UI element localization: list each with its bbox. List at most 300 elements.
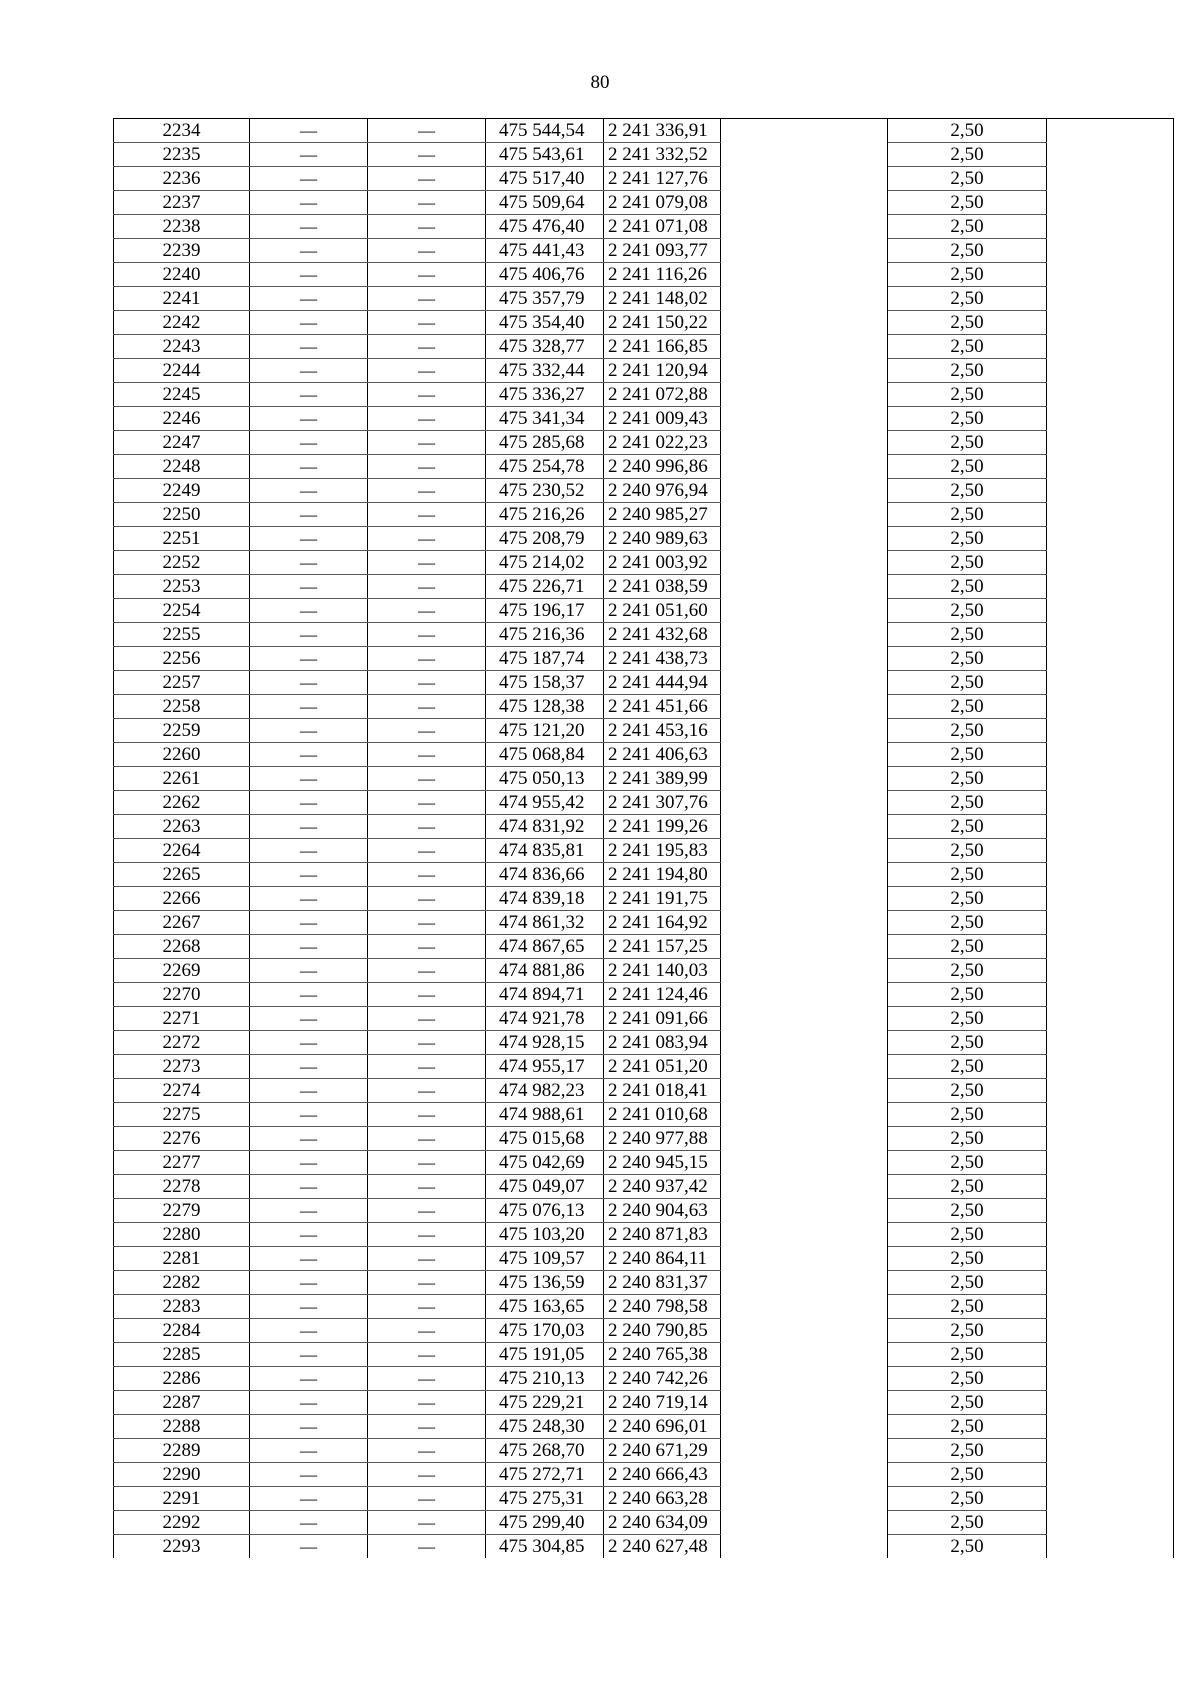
empty-cell xyxy=(721,311,888,335)
x-coordinate-cell: 475 049,07 xyxy=(486,1175,604,1199)
point-number-cell: 2281 xyxy=(114,1247,250,1271)
dash-cell: — xyxy=(250,551,368,575)
x-coordinate-cell: 474 835,81 xyxy=(486,839,604,863)
dash-cell: — xyxy=(250,1391,368,1415)
point-number-cell: 2269 xyxy=(114,959,250,983)
dash-cell: — xyxy=(368,719,486,743)
point-number-cell: 2252 xyxy=(114,551,250,575)
dash-cell: — xyxy=(250,143,368,167)
dash-cell: — xyxy=(368,1175,486,1199)
empty-cell xyxy=(721,1343,888,1367)
empty-cell xyxy=(1047,1127,1174,1151)
table-row xyxy=(114,143,1174,167)
x-coordinate-cell: 475 229,21 xyxy=(486,1391,604,1415)
y-coordinate-cell: 2 240 904,63 xyxy=(604,1199,721,1223)
dash-cell: — xyxy=(368,1271,486,1295)
value-cell: 2,50 xyxy=(888,239,1047,263)
y-coordinate-cell: 2 240 937,42 xyxy=(604,1175,721,1199)
empty-cell xyxy=(721,1439,888,1463)
empty-cell xyxy=(721,1031,888,1055)
point-number-cell: 2261 xyxy=(114,767,250,791)
y-coordinate-cell: 2 241 124,46 xyxy=(604,983,721,1007)
y-coordinate-cell: 2 241 079,08 xyxy=(604,191,721,215)
table-row xyxy=(114,983,1174,1007)
y-coordinate-cell: 2 241 051,60 xyxy=(604,599,721,623)
empty-cell xyxy=(721,911,888,935)
value-cell: 2,50 xyxy=(888,1535,1047,1559)
y-coordinate-cell: 2 241 166,85 xyxy=(604,335,721,359)
dash-cell: — xyxy=(368,1487,486,1511)
point-number-cell: 2259 xyxy=(114,719,250,743)
x-coordinate-cell: 474 955,17 xyxy=(486,1055,604,1079)
table-row xyxy=(114,119,1174,143)
empty-cell xyxy=(721,1271,888,1295)
empty-cell xyxy=(1047,1487,1174,1511)
point-number-cell: 2276 xyxy=(114,1127,250,1151)
x-coordinate-cell: 475 158,37 xyxy=(486,671,604,695)
page-number: 80 xyxy=(590,72,610,93)
dash-cell: — xyxy=(368,1343,486,1367)
x-coordinate-cell: 475 354,40 xyxy=(486,311,604,335)
x-coordinate-cell: 475 336,27 xyxy=(486,383,604,407)
empty-cell xyxy=(1047,191,1174,215)
dash-cell: — xyxy=(368,359,486,383)
x-coordinate-cell: 475 050,13 xyxy=(486,767,604,791)
point-number-cell: 2277 xyxy=(114,1151,250,1175)
point-number-cell: 2246 xyxy=(114,407,250,431)
y-coordinate-cell: 2 241 120,94 xyxy=(604,359,721,383)
y-coordinate-cell: 2 241 432,68 xyxy=(604,623,721,647)
x-coordinate-cell: 475 543,61 xyxy=(486,143,604,167)
empty-cell xyxy=(721,1127,888,1151)
table-row xyxy=(114,215,1174,239)
dash-cell: — xyxy=(368,1367,486,1391)
dash-cell: — xyxy=(368,1127,486,1151)
value-cell: 2,50 xyxy=(888,503,1047,527)
y-coordinate-cell: 2 240 696,01 xyxy=(604,1415,721,1439)
dash-cell: — xyxy=(250,503,368,527)
x-coordinate-cell: 474 894,71 xyxy=(486,983,604,1007)
point-number-cell: 2262 xyxy=(114,791,250,815)
empty-cell xyxy=(721,1007,888,1031)
value-cell: 2,50 xyxy=(888,839,1047,863)
empty-cell xyxy=(721,1463,888,1487)
table-row xyxy=(114,1127,1174,1151)
value-cell: 2,50 xyxy=(888,311,1047,335)
point-number-cell: 2239 xyxy=(114,239,250,263)
table-row xyxy=(114,647,1174,671)
dash-cell: — xyxy=(368,599,486,623)
dash-cell: — xyxy=(368,191,486,215)
empty-cell xyxy=(721,1535,888,1559)
table-row xyxy=(114,1367,1174,1391)
dash-cell: — xyxy=(250,791,368,815)
table-row xyxy=(114,1391,1174,1415)
value-cell: 2,50 xyxy=(888,1487,1047,1511)
value-cell: 2,50 xyxy=(888,575,1047,599)
table-row xyxy=(114,1439,1174,1463)
value-cell: 2,50 xyxy=(888,479,1047,503)
y-coordinate-cell: 2 241 194,80 xyxy=(604,863,721,887)
table-row xyxy=(114,311,1174,335)
empty-cell xyxy=(721,935,888,959)
dash-cell: — xyxy=(368,1007,486,1031)
dash-cell: — xyxy=(250,1007,368,1031)
dash-cell: — xyxy=(250,767,368,791)
x-coordinate-cell: 475 121,20 xyxy=(486,719,604,743)
empty-cell xyxy=(1047,263,1174,287)
y-coordinate-cell: 2 241 195,83 xyxy=(604,839,721,863)
y-coordinate-cell: 2 241 009,43 xyxy=(604,407,721,431)
x-coordinate-cell: 475 216,26 xyxy=(486,503,604,527)
x-coordinate-cell: 474 861,32 xyxy=(486,911,604,935)
y-coordinate-cell: 2 240 996,86 xyxy=(604,455,721,479)
dash-cell: — xyxy=(368,671,486,695)
value-cell: 2,50 xyxy=(888,1247,1047,1271)
dash-cell: — xyxy=(368,527,486,551)
point-number-cell: 2238 xyxy=(114,215,250,239)
empty-cell xyxy=(721,1319,888,1343)
table-row xyxy=(114,863,1174,887)
empty-cell xyxy=(721,1103,888,1127)
empty-cell xyxy=(1047,143,1174,167)
x-coordinate-cell: 475 304,85 xyxy=(486,1535,604,1559)
empty-cell xyxy=(1047,1343,1174,1367)
point-number-cell: 2285 xyxy=(114,1343,250,1367)
point-number-cell: 2243 xyxy=(114,335,250,359)
empty-cell xyxy=(1047,671,1174,695)
x-coordinate-cell: 475 128,38 xyxy=(486,695,604,719)
dash-cell: — xyxy=(368,1151,486,1175)
y-coordinate-cell: 2 241 093,77 xyxy=(604,239,721,263)
dash-cell: — xyxy=(250,479,368,503)
value-cell: 2,50 xyxy=(888,743,1047,767)
point-number-cell: 2273 xyxy=(114,1055,250,1079)
point-number-cell: 2240 xyxy=(114,263,250,287)
dash-cell: — xyxy=(368,1247,486,1271)
dash-cell: — xyxy=(368,863,486,887)
dash-cell: — xyxy=(250,695,368,719)
dash-cell: — xyxy=(368,311,486,335)
point-number-cell: 2254 xyxy=(114,599,250,623)
table-row xyxy=(114,1199,1174,1223)
value-cell: 2,50 xyxy=(888,191,1047,215)
dash-cell: — xyxy=(250,215,368,239)
point-number-cell: 2235 xyxy=(114,143,250,167)
point-number-cell: 2266 xyxy=(114,887,250,911)
empty-cell xyxy=(1047,431,1174,455)
value-cell: 2,50 xyxy=(888,1055,1047,1079)
point-number-cell: 2288 xyxy=(114,1415,250,1439)
point-number-cell: 2283 xyxy=(114,1295,250,1319)
empty-cell xyxy=(721,143,888,167)
table-row xyxy=(114,1463,1174,1487)
y-coordinate-cell: 2 241 091,66 xyxy=(604,1007,721,1031)
dash-cell: — xyxy=(368,791,486,815)
x-coordinate-cell: 474 928,15 xyxy=(486,1031,604,1055)
value-cell: 2,50 xyxy=(888,263,1047,287)
x-coordinate-cell: 475 272,71 xyxy=(486,1463,604,1487)
empty-cell xyxy=(1047,1367,1174,1391)
point-number-cell: 2292 xyxy=(114,1511,250,1535)
dash-cell: — xyxy=(250,839,368,863)
point-number-cell: 2264 xyxy=(114,839,250,863)
point-number-cell: 2290 xyxy=(114,1463,250,1487)
point-number-cell: 2255 xyxy=(114,623,250,647)
empty-cell xyxy=(721,527,888,551)
value-cell: 2,50 xyxy=(888,911,1047,935)
table-row xyxy=(114,263,1174,287)
dash-cell: — xyxy=(368,1031,486,1055)
dash-cell: — xyxy=(368,1199,486,1223)
dash-cell: — xyxy=(368,623,486,647)
x-coordinate-cell: 475 191,05 xyxy=(486,1343,604,1367)
x-coordinate-cell: 474 982,23 xyxy=(486,1079,604,1103)
y-coordinate-cell: 2 240 634,09 xyxy=(604,1511,721,1535)
value-cell: 2,50 xyxy=(888,695,1047,719)
y-coordinate-cell: 2 241 148,02 xyxy=(604,287,721,311)
dash-cell: — xyxy=(250,359,368,383)
x-coordinate-cell: 475 441,43 xyxy=(486,239,604,263)
empty-cell xyxy=(721,455,888,479)
y-coordinate-cell: 2 241 150,22 xyxy=(604,311,721,335)
dash-cell: — xyxy=(368,431,486,455)
dash-cell: — xyxy=(250,1079,368,1103)
dash-cell: — xyxy=(250,1199,368,1223)
empty-cell xyxy=(721,167,888,191)
point-number-cell: 2242 xyxy=(114,311,250,335)
dash-cell: — xyxy=(250,671,368,695)
dash-cell: — xyxy=(368,1391,486,1415)
empty-cell xyxy=(1047,623,1174,647)
dash-cell: — xyxy=(368,959,486,983)
y-coordinate-cell: 2 241 444,94 xyxy=(604,671,721,695)
empty-cell xyxy=(721,335,888,359)
point-number-cell: 2278 xyxy=(114,1175,250,1199)
empty-cell xyxy=(721,983,888,1007)
value-cell: 2,50 xyxy=(888,887,1047,911)
point-number-cell: 2234 xyxy=(114,119,250,143)
value-cell: 2,50 xyxy=(888,1007,1047,1031)
dash-cell: — xyxy=(250,1367,368,1391)
value-cell: 2,50 xyxy=(888,647,1047,671)
dash-cell: — xyxy=(368,1463,486,1487)
empty-cell xyxy=(1047,383,1174,407)
table-row xyxy=(114,935,1174,959)
point-number-cell: 2279 xyxy=(114,1199,250,1223)
value-cell: 2,50 xyxy=(888,599,1047,623)
point-number-cell: 2247 xyxy=(114,431,250,455)
table-row xyxy=(114,1079,1174,1103)
table-row xyxy=(114,695,1174,719)
table-row xyxy=(114,1151,1174,1175)
y-coordinate-cell: 2 241 051,20 xyxy=(604,1055,721,1079)
dash-cell: — xyxy=(368,1511,486,1535)
dash-cell: — xyxy=(368,743,486,767)
dash-cell: — xyxy=(250,1103,368,1127)
dash-cell: — xyxy=(250,935,368,959)
y-coordinate-cell: 2 241 010,68 xyxy=(604,1103,721,1127)
empty-cell xyxy=(721,647,888,671)
dash-cell: — xyxy=(368,143,486,167)
dash-cell: — xyxy=(250,647,368,671)
value-cell: 2,50 xyxy=(888,1319,1047,1343)
value-cell: 2,50 xyxy=(888,1271,1047,1295)
empty-cell xyxy=(1047,1199,1174,1223)
dash-cell: — xyxy=(368,215,486,239)
y-coordinate-cell: 2 240 977,88 xyxy=(604,1127,721,1151)
y-coordinate-cell: 2 241 332,52 xyxy=(604,143,721,167)
value-cell: 2,50 xyxy=(888,1343,1047,1367)
point-number-cell: 2289 xyxy=(114,1439,250,1463)
empty-cell xyxy=(1047,935,1174,959)
table-row xyxy=(114,1175,1174,1199)
empty-cell xyxy=(1047,887,1174,911)
y-coordinate-cell: 2 240 871,83 xyxy=(604,1223,721,1247)
value-cell: 2,50 xyxy=(888,959,1047,983)
x-coordinate-cell: 475 042,69 xyxy=(486,1151,604,1175)
empty-cell xyxy=(721,1199,888,1223)
y-coordinate-cell: 2 241 003,92 xyxy=(604,551,721,575)
point-number-cell: 2244 xyxy=(114,359,250,383)
empty-cell xyxy=(1047,1103,1174,1127)
dash-cell: — xyxy=(250,191,368,215)
empty-cell xyxy=(1047,1391,1174,1415)
point-number-cell: 2270 xyxy=(114,983,250,1007)
value-cell: 2,50 xyxy=(888,1415,1047,1439)
dash-cell: — xyxy=(250,911,368,935)
table-row xyxy=(114,767,1174,791)
x-coordinate-cell: 474 836,66 xyxy=(486,863,604,887)
point-number-cell: 2245 xyxy=(114,383,250,407)
x-coordinate-cell: 475 285,68 xyxy=(486,431,604,455)
value-cell: 2,50 xyxy=(888,407,1047,431)
table-row xyxy=(114,791,1174,815)
dash-cell: — xyxy=(250,239,368,263)
empty-cell xyxy=(721,719,888,743)
x-coordinate-cell: 475 015,68 xyxy=(486,1127,604,1151)
x-coordinate-cell: 475 275,31 xyxy=(486,1487,604,1511)
y-coordinate-cell: 2 240 864,11 xyxy=(604,1247,721,1271)
dash-cell: — xyxy=(368,815,486,839)
empty-cell xyxy=(1047,647,1174,671)
table-row xyxy=(114,671,1174,695)
empty-cell xyxy=(721,383,888,407)
point-number-cell: 2237 xyxy=(114,191,250,215)
empty-cell xyxy=(1047,359,1174,383)
empty-cell xyxy=(1047,1295,1174,1319)
empty-cell xyxy=(721,359,888,383)
y-coordinate-cell: 2 240 989,63 xyxy=(604,527,721,551)
dash-cell: — xyxy=(250,431,368,455)
x-coordinate-cell: 475 163,65 xyxy=(486,1295,604,1319)
empty-cell xyxy=(721,503,888,527)
point-number-cell: 2263 xyxy=(114,815,250,839)
y-coordinate-cell: 2 241 451,66 xyxy=(604,695,721,719)
y-coordinate-cell: 2 240 627,48 xyxy=(604,1535,721,1559)
empty-cell xyxy=(721,263,888,287)
dash-cell: — xyxy=(368,911,486,935)
y-coordinate-cell: 2 241 018,41 xyxy=(604,1079,721,1103)
point-number-cell: 2251 xyxy=(114,527,250,551)
dash-cell: — xyxy=(250,527,368,551)
empty-cell xyxy=(721,959,888,983)
empty-cell xyxy=(1047,767,1174,791)
empty-cell xyxy=(1047,1247,1174,1271)
x-coordinate-cell: 475 226,71 xyxy=(486,575,604,599)
x-coordinate-cell: 475 214,02 xyxy=(486,551,604,575)
dash-cell: — xyxy=(368,551,486,575)
value-cell: 2,50 xyxy=(888,1079,1047,1103)
dash-cell: — xyxy=(368,1295,486,1319)
empty-cell xyxy=(1047,983,1174,1007)
point-number-cell: 2257 xyxy=(114,671,250,695)
dash-cell: — xyxy=(250,983,368,1007)
value-cell: 2,50 xyxy=(888,623,1047,647)
table-row xyxy=(114,1535,1174,1559)
value-cell: 2,50 xyxy=(888,527,1047,551)
dash-cell: — xyxy=(368,407,486,431)
table-row xyxy=(114,455,1174,479)
y-coordinate-cell: 2 241 127,76 xyxy=(604,167,721,191)
table-row xyxy=(114,719,1174,743)
y-coordinate-cell: 2 241 336,91 xyxy=(604,119,721,143)
empty-cell xyxy=(1047,1271,1174,1295)
y-coordinate-cell: 2 240 663,28 xyxy=(604,1487,721,1511)
x-coordinate-cell: 474 831,92 xyxy=(486,815,604,839)
x-coordinate-cell: 475 109,57 xyxy=(486,1247,604,1271)
x-coordinate-cell: 475 332,44 xyxy=(486,359,604,383)
dash-cell: — xyxy=(368,1103,486,1127)
point-number-cell: 2256 xyxy=(114,647,250,671)
y-coordinate-cell: 2 240 765,38 xyxy=(604,1343,721,1367)
value-cell: 2,50 xyxy=(888,1463,1047,1487)
table-row xyxy=(114,503,1174,527)
value-cell: 2,50 xyxy=(888,1391,1047,1415)
dash-cell: — xyxy=(368,263,486,287)
table-row xyxy=(114,431,1174,455)
table-row xyxy=(114,287,1174,311)
dash-cell: — xyxy=(250,863,368,887)
point-number-cell: 2286 xyxy=(114,1367,250,1391)
table-row xyxy=(114,815,1174,839)
dash-cell: — xyxy=(250,167,368,191)
value-cell: 2,50 xyxy=(888,167,1047,191)
dash-cell: — xyxy=(368,1535,486,1559)
empty-cell xyxy=(1047,815,1174,839)
y-coordinate-cell: 2 240 742,26 xyxy=(604,1367,721,1391)
dash-cell: — xyxy=(250,1415,368,1439)
table-row xyxy=(114,743,1174,767)
dash-cell: — xyxy=(250,1055,368,1079)
x-coordinate-cell: 475 208,79 xyxy=(486,527,604,551)
dash-cell: — xyxy=(250,815,368,839)
dash-cell: — xyxy=(250,383,368,407)
empty-cell xyxy=(721,815,888,839)
x-coordinate-cell: 475 509,64 xyxy=(486,191,604,215)
empty-cell xyxy=(721,1415,888,1439)
point-number-cell: 2284 xyxy=(114,1319,250,1343)
empty-cell xyxy=(1047,1511,1174,1535)
table-row xyxy=(114,1487,1174,1511)
value-cell: 2,50 xyxy=(888,1127,1047,1151)
empty-cell xyxy=(721,863,888,887)
dash-cell: — xyxy=(250,1343,368,1367)
table-row xyxy=(114,1343,1174,1367)
y-coordinate-cell: 2 241 157,25 xyxy=(604,935,721,959)
x-coordinate-cell: 475 517,40 xyxy=(486,167,604,191)
point-number-cell: 2267 xyxy=(114,911,250,935)
